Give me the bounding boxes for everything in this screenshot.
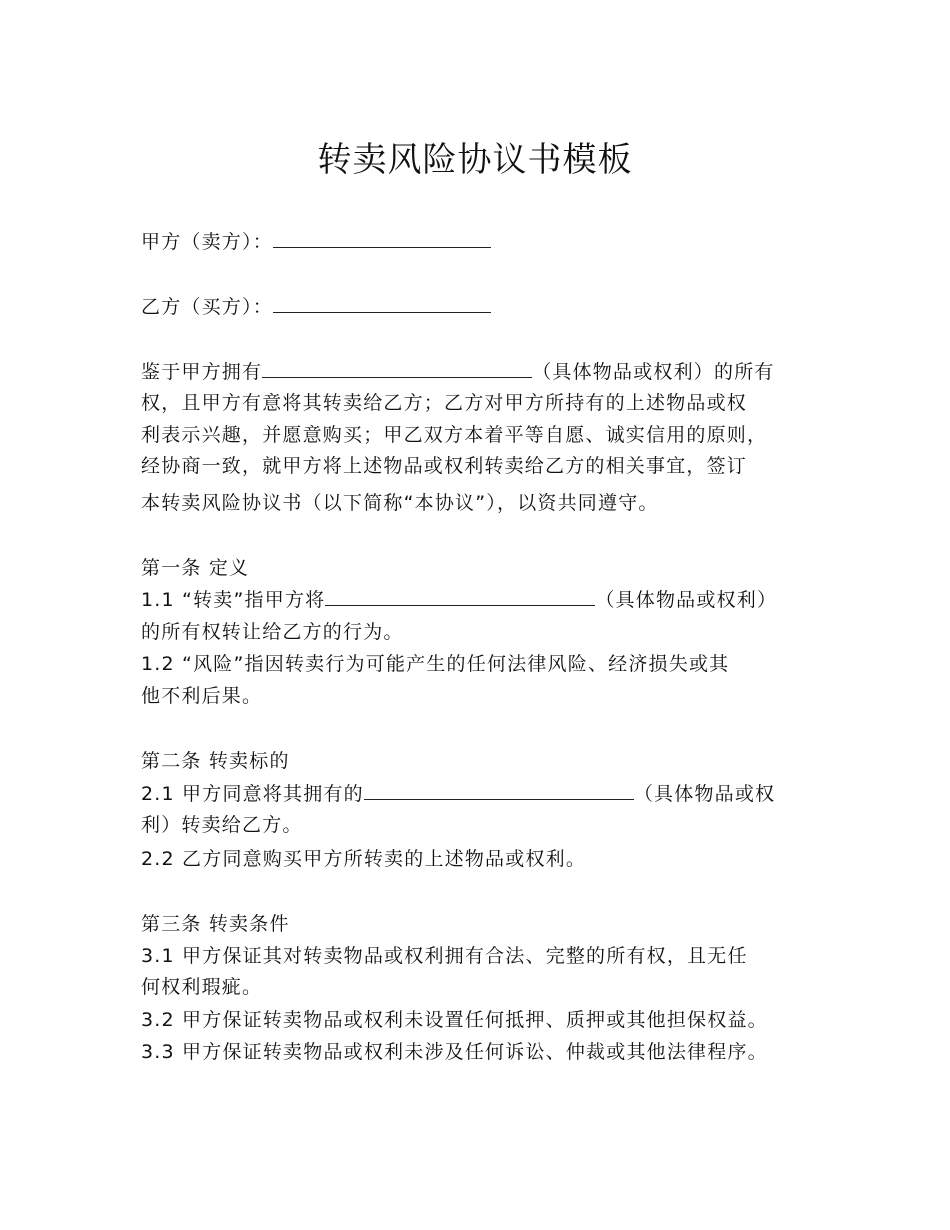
clause-2-1-blank-field[interactable] [364,779,634,800]
preamble-blank-field[interactable] [262,357,532,378]
preamble-line-2: 权，且甲方有意将其转卖给乙方；乙方对甲方所持有的上述物品或权 [141,392,748,414]
clause-2-1-line-1 [141,779,775,810]
clause-text: 2.1 甲方同意将其拥有的 [141,783,364,805]
clause-1-2-line-2: 他不利后果。 [141,685,263,707]
clause-1-2-line-1: 1.2 “风险”指因转卖行为可能产生的任何法律风险、经济损失或其 [141,653,730,675]
preamble-line-3: 利表示兴趣，并愿意购买；甲乙双方本着平等自愿、诚实信用的原则， [141,424,768,446]
preamble-line-1 [141,357,775,388]
party-a-blank-field[interactable] [273,227,491,248]
preamble-text: （具体物品或权利）的所有 [532,361,775,383]
clause-text: （具体物品或权利） [595,589,778,611]
clause-2-1-line-2: 利）转卖给乙方。 [141,814,303,836]
clause-2-2: 2.2 乙方同意购买甲方所转卖的上述物品或权利。 [141,848,587,870]
clause-text: 1.1 “转卖”指甲方将 [141,589,326,611]
clause-1-1-line-2: 的所有权转让给乙方的行为。 [141,621,404,643]
clause-3-1-line-1: 3.1 甲方保证其对转卖物品或权利拥有合法、完整的所有权，且无任 [141,945,748,967]
preamble-text: 鉴于甲方拥有 [141,361,263,383]
party-b-line [141,292,491,323]
document-title: 转卖风险协议书模板 [317,140,633,180]
clause-1-1-blank-field[interactable] [325,585,595,606]
party-a-line [141,227,491,258]
article-2-heading: 第二条 转卖标的 [141,750,290,772]
clause-3-1-line-2: 何权利瑕疵。 [141,976,263,998]
party-b-blank-field[interactable] [273,292,491,313]
preamble-line-5: 本转卖风险协议书（以下简称“本协议”），以资共同遵守。 [141,492,659,514]
clause-text: （具体物品或权 [633,783,776,805]
party-a-label: 甲方（卖方）： [141,231,273,253]
article-1-heading: 第一条 定义 [141,557,250,579]
party-b-label: 乙方（买方）： [141,296,273,318]
clause-1-1-line-1 [141,585,777,616]
article-3-heading: 第三条 转卖条件 [141,913,290,935]
clause-3-2: 3.2 甲方保证转卖物品或权利未设置任何抵押、质押或其他担保权益。 [141,1009,768,1031]
preamble-line-4: 经协商一致，就甲方将上述物品或权利转卖给乙方的相关事宜，签订 [141,455,748,477]
clause-3-3: 3.3 甲方保证转卖物品或权利未涉及任何诉讼、仲裁或其他法律程序。 [141,1041,768,1063]
